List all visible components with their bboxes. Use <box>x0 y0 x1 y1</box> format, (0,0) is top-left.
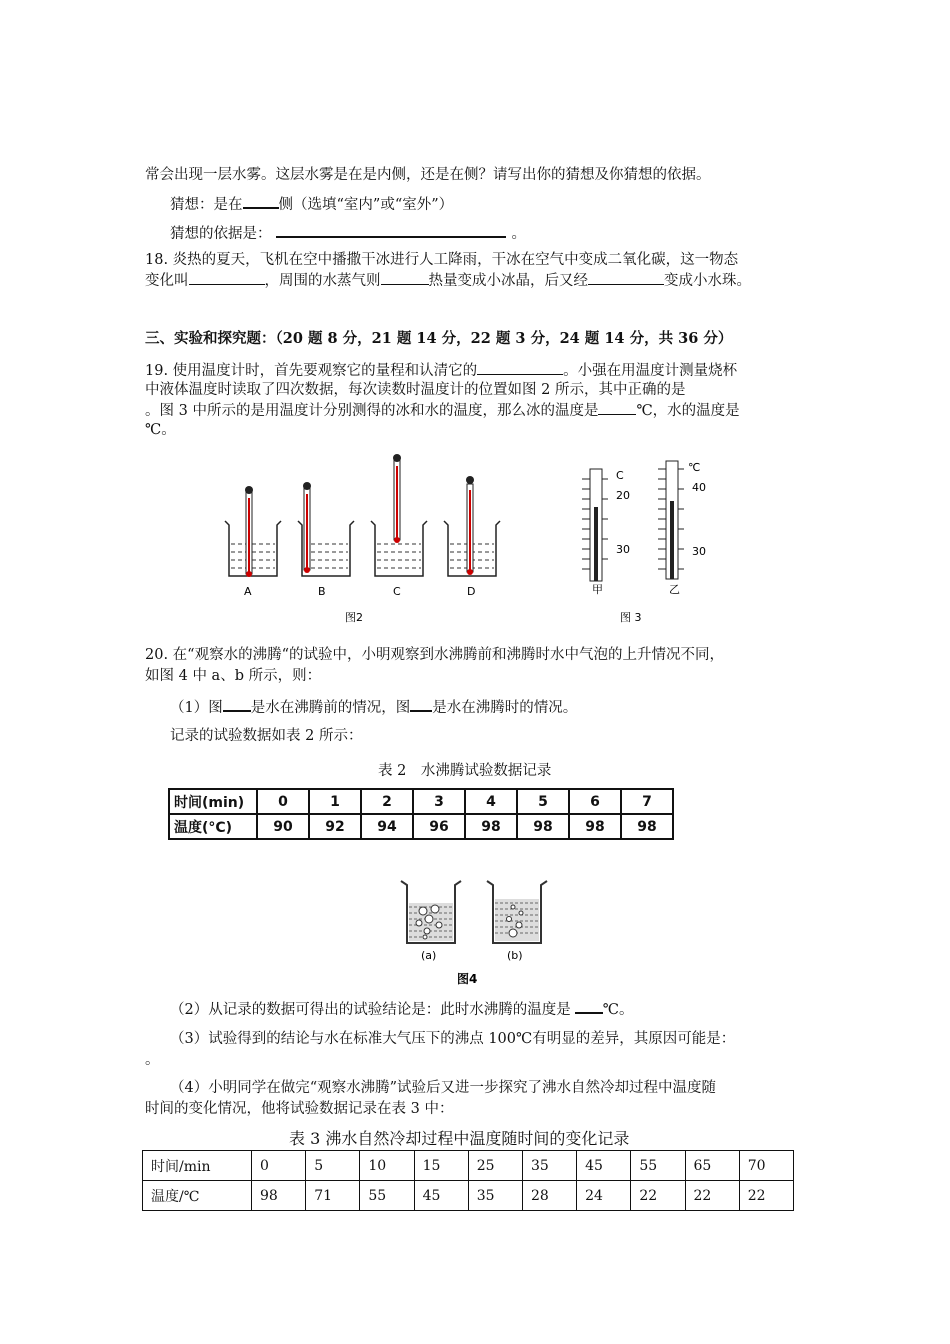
fig3-jia-tick-bottom: 30 <box>616 543 630 556</box>
table3-cell: 22 <box>631 1181 685 1211</box>
q19-text-d: ℃，水的温度是 <box>636 403 740 419</box>
q19-line1 <box>145 360 737 381</box>
fig2-caption: 图2 <box>345 611 363 624</box>
q19-blank-2[interactable] <box>598 400 636 415</box>
table3-cell: 35 <box>468 1181 522 1211</box>
thermometer-d <box>466 476 474 575</box>
q20-line1: 20. 在“观察水的沸腾“的试验中，小明观察到水沸腾前和沸腾时水中气泡的上升情况不同， <box>145 647 724 663</box>
table3-cell: 98 <box>252 1181 306 1211</box>
fig2-label-b: B <box>318 585 326 598</box>
q18-line1: 18. 炎热的夏天，飞机在空中播撒干冰进行人工降雨，干冰在空气中变成二氧化碳，这一物态 <box>145 252 739 268</box>
q18-line2 <box>145 270 751 291</box>
q19-text-a: 19. 使用温度计时，首先要观察它的量程和认清它的 <box>145 363 478 379</box>
q18-blank-1[interactable] <box>189 270 265 285</box>
q17-guess-post: 侧（选填“室内”或“室外”） <box>278 197 454 213</box>
q20-p2 <box>170 998 633 1020</box>
q18-text-a: 变化叫 <box>145 273 189 289</box>
q19-text-b: 。小强在用温度计测量烧杯 <box>563 363 738 379</box>
table3 <box>142 1150 794 1211</box>
table3-cell: 10 <box>360 1151 414 1181</box>
q19-line4: ℃。 <box>145 422 176 438</box>
table2-cell: 2 <box>361 789 413 814</box>
fig3-thermometer-yi <box>658 461 684 579</box>
figure-2 <box>215 448 515 628</box>
table2-header-temp: 温度(°C) <box>169 814 257 839</box>
table2-cell: 90 <box>257 814 309 839</box>
table2-header-time: 时间(min) <box>169 789 257 814</box>
table2-cell: 98 <box>569 814 621 839</box>
table3-cell: 28 <box>522 1181 576 1211</box>
q18-text-d: 变成小水珠。 <box>664 273 751 289</box>
q19-blank-1[interactable] <box>477 360 563 375</box>
q17-basis-pre: 猜想的依据是： <box>170 226 272 242</box>
table2-row-temp <box>169 814 673 839</box>
figure-4 <box>395 873 555 988</box>
table2-caption: 表 2 水沸腾试验数据记录 <box>378 763 552 779</box>
table3-cell: 55 <box>360 1181 414 1211</box>
q20-p1-b: 是水在沸腾前的情况，图 <box>250 700 411 716</box>
q20-p3-end: 。 <box>145 1052 160 1068</box>
q20-p4-line1: （4）小明同学在做完“观察水沸腾”试验后又进一步探究了沸水自然冷却过程中温度随 <box>170 1080 717 1096</box>
q17-line1: 常会出现一层水雾。这层水雾是在是内侧，还是在侧？请写出你的猜想及你猜想的依据。 <box>145 167 711 183</box>
thermometer-c <box>393 454 401 543</box>
fig4-label-b: (b) <box>507 949 523 962</box>
q20-p1-blank-1[interactable] <box>223 696 251 712</box>
q20-p1-a: （1）图 <box>170 700 223 716</box>
thermometer-a <box>245 486 253 577</box>
q17-basis <box>170 222 526 244</box>
fig3-jia-unit: C <box>616 469 624 482</box>
q19-line2: 中液体温度时读取了四次数据，每次读数时温度计的位置如图 2 所示，其中正确的是 <box>145 382 686 398</box>
table3-cell: 45 <box>414 1181 468 1211</box>
q18-text-c: 热量变成小冰晶，后又经 <box>428 273 588 289</box>
fig3-yi-label: 乙 <box>669 583 680 596</box>
table3-row-time <box>143 1151 794 1181</box>
q19-text-c: 。图 3 中所示的是用温度计分别测得的冰和水的温度，那么冰的温度是 <box>145 403 599 419</box>
table2-cell: 98 <box>621 814 673 839</box>
q20-p1 <box>170 696 577 718</box>
table3-cell: 22 <box>685 1181 739 1211</box>
fig3-jia-tick-top: 20 <box>616 489 630 502</box>
q20-p1-c: 是水在沸腾时的情况。 <box>432 700 578 716</box>
fig3-yi-tick-bottom: 30 <box>692 545 706 558</box>
table2-cell: 96 <box>413 814 465 839</box>
table2-cell: 98 <box>465 814 517 839</box>
table2-cell: 1 <box>309 789 361 814</box>
q18-blank-3[interactable] <box>588 270 664 285</box>
q20-p1-blank-2[interactable] <box>410 696 432 712</box>
q20-p3: （3）试验得到的结论与水在标准大气压下的沸点 100℃有明显的差异，其原因可能是： <box>170 1031 736 1047</box>
table3-cell: 71 <box>306 1181 360 1211</box>
q18-blank-2[interactable] <box>381 270 429 285</box>
beaker-fig4-b <box>487 881 547 943</box>
fig3-jia-label: 甲 <box>592 583 603 596</box>
fig2-label-c: C <box>393 585 401 598</box>
q18-text-b: ，周围的水蒸气则 <box>264 273 381 289</box>
fig4-label-a: (a) <box>421 949 437 962</box>
table3-cell: 24 <box>577 1181 631 1211</box>
table2-cell: 3 <box>413 789 465 814</box>
fig3-thermometer-jia <box>582 469 608 581</box>
table3-caption: 表 3 沸水自然冷却过程中温度随时间的变化记录 <box>289 1129 630 1148</box>
table3-cell: 65 <box>685 1151 739 1181</box>
fig2-label-a: A <box>244 585 252 598</box>
section3-title: 三、实验和探究题：（20 题 8 分，21 题 14 分，22 题 3 分，24 题 14 分，共 36 分） <box>145 330 733 347</box>
q17-basis-post: 。 <box>511 226 526 242</box>
figure-3 <box>570 455 720 630</box>
table2 <box>168 788 674 840</box>
fig4-caption: 图4 <box>457 972 478 986</box>
q19-line3 <box>145 400 740 421</box>
beaker-fig4-a <box>401 881 461 943</box>
table3-cell: 70 <box>739 1151 793 1181</box>
fig3-caption: 图 3 <box>620 611 642 624</box>
table3-cell: 35 <box>522 1151 576 1181</box>
table3-cell: 55 <box>631 1151 685 1181</box>
q20-p2-b: ℃。 <box>602 1002 634 1018</box>
table2-cell: 0 <box>257 789 309 814</box>
table2-cell: 98 <box>517 814 569 839</box>
table3-row-temp <box>143 1181 794 1211</box>
q17-guess-pre: 猜想：是在 <box>170 197 243 213</box>
table2-cell: 92 <box>309 814 361 839</box>
table2-cell: 4 <box>465 789 517 814</box>
fig3-yi-unit: ℃ <box>688 461 701 474</box>
q17-guess-blank[interactable] <box>243 193 279 209</box>
table3-cell: 15 <box>414 1151 468 1181</box>
fig2-label-d: D <box>467 585 476 598</box>
fig3-yi-tick-top: 40 <box>692 481 706 494</box>
q17-basis-blank[interactable] <box>276 222 506 238</box>
table2-cell: 94 <box>361 814 413 839</box>
table2-cell: 5 <box>517 789 569 814</box>
q17-guess <box>170 193 453 215</box>
q20-line2: 如图 4 中 a、b 所示，则： <box>145 668 322 684</box>
table3-header-temp: 温度/℃ <box>143 1181 252 1211</box>
table3-cell: 5 <box>306 1151 360 1181</box>
q20-p2-blank[interactable] <box>575 998 603 1014</box>
q20-record: 记录的试验数据如表 2 所示： <box>170 728 363 744</box>
table3-cell: 0 <box>252 1151 306 1181</box>
q20-p4-line2: 时间的变化情况，他将试验数据记录在表 3 中： <box>145 1101 454 1117</box>
table3-cell: 22 <box>739 1181 793 1211</box>
thermometer-b <box>303 482 311 573</box>
table2-cell: 6 <box>569 789 621 814</box>
q20-p2-a: （2）从记录的数据可得出的试验结论是：此时水沸腾的温度是 <box>170 1002 571 1018</box>
table3-cell: 25 <box>468 1151 522 1181</box>
table2-row-time <box>169 789 673 814</box>
table3-header-time: 时间/min <box>143 1151 252 1181</box>
table3-cell: 45 <box>577 1151 631 1181</box>
table2-cell: 7 <box>621 789 673 814</box>
